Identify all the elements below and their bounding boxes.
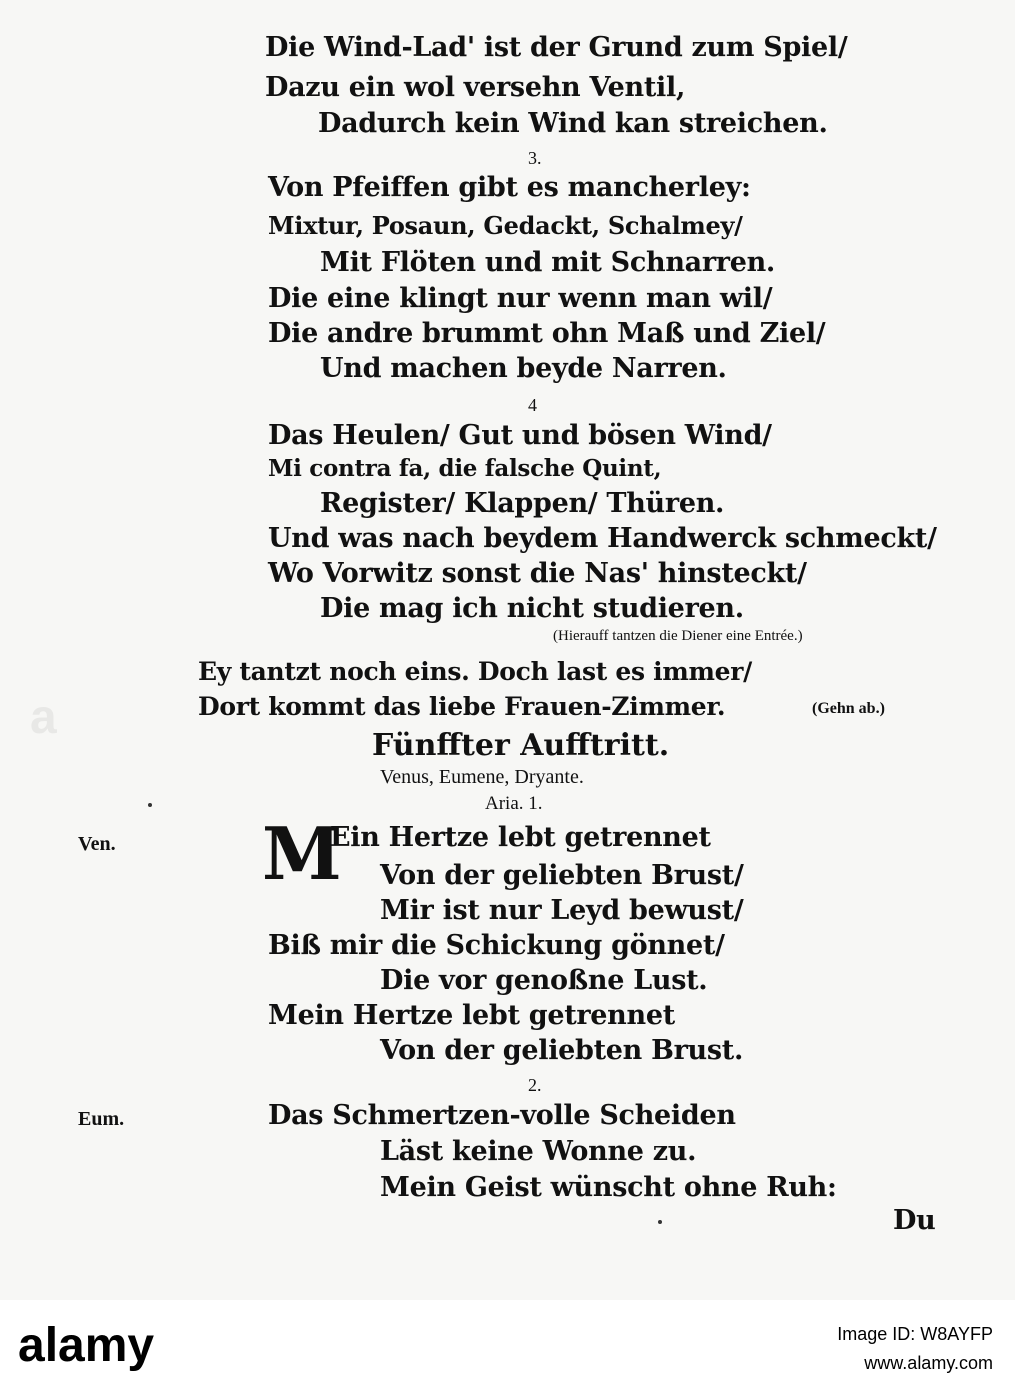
verse-line: Dadurch kein Wind kan streichen. (318, 108, 828, 139)
footer-info (837, 1320, 993, 1378)
stanza-number: 4 (528, 395, 537, 415)
verse-line: Mein Geist wünscht ohne Ruh: (380, 1172, 837, 1203)
catchword: Du (893, 1205, 936, 1236)
scene-title: Fünffter Aufftritt. (372, 728, 670, 763)
verse-line: Von Pfeiffen gibt es mancherley: (268, 172, 751, 203)
dialog-line: Dort kommt das liebe Frauen-Zimmer. (198, 692, 726, 721)
verse-line: Ein Hertze lebt getrennet (330, 822, 711, 853)
verse-line: Register/ Klappen/ Thüren. (320, 488, 725, 519)
verse-line: Mein Hertze lebt getrennet (268, 1000, 675, 1031)
verse-line: Und was nach beydem Handwerck schmeckt/ (268, 523, 937, 554)
stock-footer (0, 1300, 1015, 1390)
aria-label: Aria. 1. (485, 793, 543, 814)
verse-line: Das Schmertzen-volle Scheiden (268, 1100, 736, 1131)
speaker-label: Eum. (78, 1108, 125, 1130)
watermark: a (30, 691, 57, 744)
image-id: Image ID: W8AYFP (837, 1324, 993, 1344)
speaker-label: Ven. (78, 833, 116, 855)
verse-line: Mir ist nur Leyd bewust/ (380, 895, 744, 926)
verse-line: Mi contra fa, die falsche Quint, (268, 455, 662, 482)
ornament-dot (148, 803, 152, 807)
verse-line: Und machen beyde Narren. (320, 353, 727, 384)
stage-direction: (Gehn ab.) (812, 700, 885, 717)
verse-line: Die mag ich nicht studieren. (320, 593, 744, 624)
stanza-number: 3. (528, 148, 542, 168)
verse-line: Von der geliebten Brust/ (380, 860, 744, 891)
verse-line: Biß mir die Schickung gönnet/ (268, 930, 725, 961)
verse-line: Das Heulen/ Gut und bösen Wind/ (268, 420, 772, 451)
verse-line: Die Wind-Lad' ist der Grund zum Spiel/ (265, 32, 848, 63)
verse-line: Mixtur, Posaun, Gedackt, Schalmey/ (268, 211, 743, 240)
verse-line: Läst keine Wonne zu. (380, 1136, 697, 1167)
stanza-number: 2. (528, 1075, 542, 1095)
character-list: Venus, Eumene, Dryante. (380, 766, 584, 788)
verse-line: Die andre brummt ohn Maß und Ziel/ (268, 318, 826, 349)
dialog-line: Ey tantzt noch eins. Doch last es immer/ (198, 657, 752, 686)
verse-line: Dazu ein wol versehn Ventil, (265, 72, 686, 103)
stage-direction: (Hierauff tantzen die Diener eine Entrée.) (553, 628, 803, 644)
verse-line: Die eine klingt nur wenn man wil/ (268, 283, 773, 314)
verse-line: Von der geliebten Brust. (380, 1035, 744, 1066)
drop-cap: M (262, 811, 342, 896)
site-url: www.alamy.com (864, 1352, 993, 1373)
verse-line: Wo Vorwitz sonst die Nas' hinsteckt/ (268, 558, 807, 589)
verse-line: Mit Flöten und mit Schnarren. (320, 247, 776, 278)
ornament-dot (658, 1220, 662, 1224)
alamy-logo: alamy (18, 1319, 155, 1372)
verse-line: Die vor genoßne Lust. (380, 965, 708, 996)
